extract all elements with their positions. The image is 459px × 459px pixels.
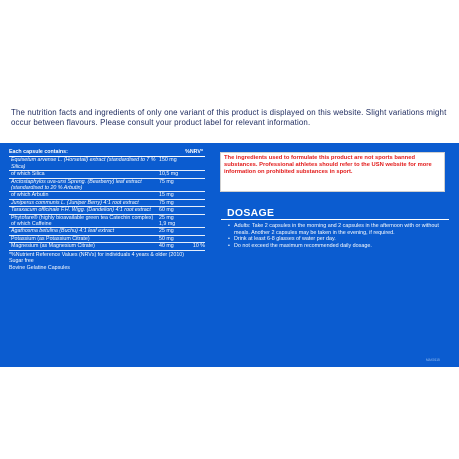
ingredient-amount: 40 mg [159,243,174,250]
header-nrv: %NRV* [185,149,203,155]
ingredient-amount: 150 mg [159,157,177,164]
dosage-item: • Adults: Take 2 capsules in the morning and 2 capsules in the afternoon with or without meals. Another 2 capsules may be taken in the evening, if required. [228,223,440,236]
table-row [9,157,205,171]
ingredient-name: of which Arbutin [11,192,49,199]
ingredient-nrv [189,171,205,177]
ingredient-name: Juniperus communis L. (Juniper Berry) 4:1 root extract [11,199,139,206]
ingredients-table [9,149,205,271]
ingredient-amount: 60 mg [159,207,174,214]
ingredient-amount: 1,9 mg [159,221,176,228]
variant-notice: The nutrition facts and ingredients of only one variant of this product is displayed on this website. Slight variations might occur between flavours. Please consult your product label for relevant information. [11,108,447,127]
ingredient-amount: 25 mg [159,228,174,235]
nrv-footnote: *%Nutrient Reference Values (NRVs) for individuals 4 years & older (2010) [9,251,184,258]
ingredient-nrv [189,200,205,206]
table-row [9,200,205,207]
ingredient-amount: 25 mg [159,214,174,221]
ingredient-name: of which Caffeine [11,221,52,228]
ingredient-nrv: 10 % [192,243,205,250]
table-row [9,171,205,178]
ingredient-name: Phytofare® (highly bioavailable green tea Catechin complex) [11,214,154,221]
table-row [9,236,205,243]
dosage-item: • Do not exceed the maximum recommended daily dosage. [228,243,440,250]
dosage-item: • Drink at least 6-8 glasses of water per day. [228,236,440,243]
ingredient-nrv [189,236,205,242]
ingredient-name: of which Silica [11,171,45,178]
banned-substances-warning: The ingredients used to formulate this product are not sports banned substances. Professional athletes should refer to the USN website for more information on prohibited substances in sport. [220,152,445,192]
ingredient-name: Arctostaphylos uva-ursi Spreng. (Bearberry) leaf extract (standardised to 20 % Arbutin) [11,178,142,192]
capsule-note: Bovine Gelatine Capsules [9,264,70,271]
sugar-free-note: Sugar free [9,258,34,265]
ingredient-nrv [189,221,205,227]
dosage-title: DOSAGE [227,207,275,219]
table-row [9,243,205,250]
table-row [9,179,205,193]
ingredient-name: Potassium (as Potassium Citrate) [11,235,90,242]
table-header [9,149,205,157]
header-each-capsule: Each capsule contains: [9,149,68,155]
ingredient-amount: 15 mg [159,192,174,199]
table-row [9,228,205,235]
ingredient-amount: 75 mg [159,178,174,185]
ingredient-name: Equisetum arvense L. (Horsetail) extract (standardised to 7 % Silica) [11,157,156,170]
ingredient-name: Agathosma betulina (Buchu) 4:1 leaf extract [11,228,115,235]
ingredient-nrv [189,207,205,213]
table-row [9,207,205,214]
dosage-list [228,223,440,249]
ingredient-name: Magnesium (as Magnesium Citrate) [11,243,95,250]
dosage-divider [221,219,449,220]
label-code: MAX0115 [426,358,440,362]
ingredient-amount: 10,5 mg [159,171,179,178]
ingredient-name: Taraxacum officinale F.H. Wigg. (Dandelion) 4:1 root extract [11,207,151,214]
ingredient-nrv [189,179,205,192]
ingredient-amount: 75 mg [159,199,174,206]
ingredient-nrv [189,157,205,170]
table-row [9,221,205,228]
ingredient-nrv [189,192,205,198]
ingredient-amount: 50 mg [159,235,174,242]
table-row [9,192,205,199]
ingredient-nrv [189,228,205,234]
